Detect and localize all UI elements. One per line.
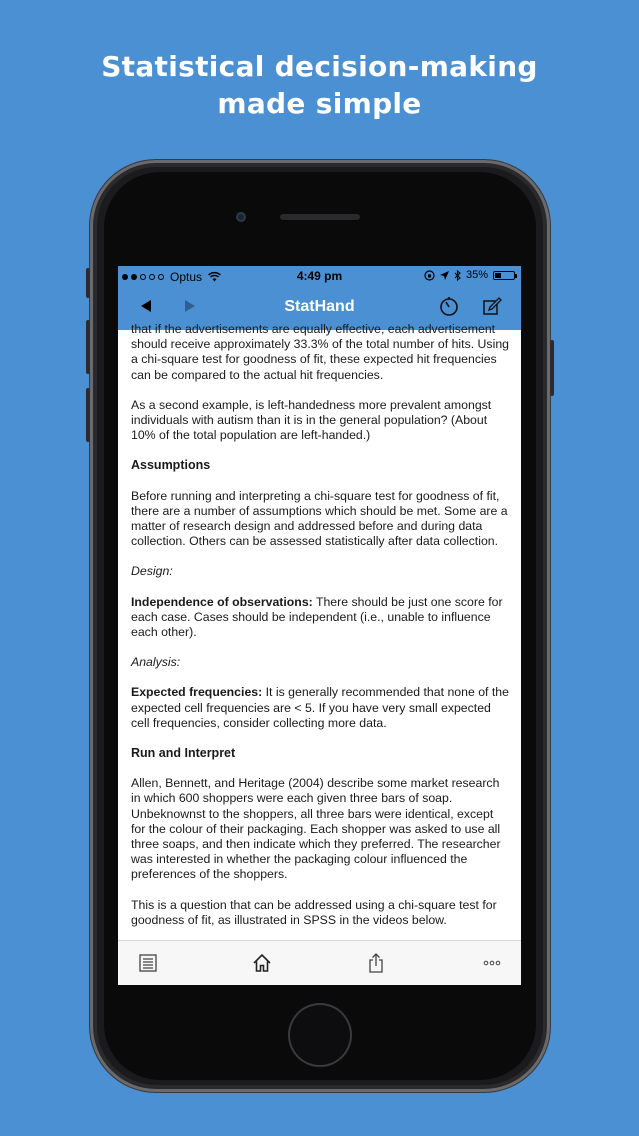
camera-icon — [236, 212, 246, 222]
heading-run-interpret: Run and Interpret — [131, 746, 236, 761]
paragraph-final: This is a question that can be addressed using a chi-square test for goodness of fit, as illustrated in SPSS in the videos below. — [131, 897, 497, 927]
headline-line-1: Statistical decision-making — [101, 50, 538, 83]
nav-title: StatHand — [284, 298, 355, 315]
home-icon[interactable] — [252, 953, 272, 973]
speaker-grille — [280, 214, 360, 220]
edit-icon[interactable] — [482, 297, 502, 317]
expected-text: It is generally recommended that none of the expected cell frequencies are < 5. If you have very small expected cell frequencies, consider collecting more data. — [131, 685, 509, 730]
heading-assumptions: Assumptions — [131, 458, 211, 473]
paragraph-top: that if the advertisements are equally effective, each advertisement should receive approximately 33.3% of the total number of hits. Using a chi-square test for goodness of fit, these expected hit frequencies can be compared to the actual hit frequencies. — [131, 322, 509, 382]
design-label: Design: — [131, 564, 173, 579]
app-screen — [118, 266, 521, 984]
location-icon — [440, 271, 449, 280]
independence-text: There should be just one score for each case. Cases should be independent (i.e., unable to influence each other). — [131, 594, 503, 640]
paragraph-independence — [131, 595, 511, 641]
mute-switch — [86, 268, 90, 298]
headline-line-2: made simple — [217, 87, 422, 120]
paragraph-assumptions: Before running and interpreting a chi-square test for goodness of fit, there are a number of assumptions which should be met. Some are a matter of research design and addressed before and during data collection. Others can be assessed statistically after data collection. — [131, 488, 508, 549]
paragraph-expected — [131, 685, 511, 731]
paragraph-example: As a second example, is left-handedness more prevalent amongst individuals with autism than it is in the general population? (About 10% of the total population are left-handed.) — [131, 397, 492, 443]
status-time: 4:49 pm — [296, 269, 343, 283]
volume-up-button — [86, 320, 90, 374]
power-button — [550, 340, 554, 396]
timer-icon[interactable] — [438, 296, 460, 318]
orientation-lock-icon — [424, 270, 435, 281]
volume-down-button — [86, 388, 90, 442]
battery-tip — [515, 274, 517, 278]
expected-label: Expected frequencies: — [131, 685, 263, 700]
paragraph-run: Allen, Bennett, and Heritage (2004) describe some market research in which 600 shoppers were each given three bars of soap. Unbeknownst to the shoppers, all three bars were identical, except for the colour of their packaging. Each shopper was asked to use all three soaps, and then indicate which they preferred. The researcher was interested in whether the packaging colour influenced the preferences of the shoppers. — [131, 776, 501, 882]
analysis-label: Analysis: — [131, 655, 181, 670]
headline — [0, 48, 639, 122]
status-right — [424, 269, 515, 281]
battery-percent: 35% — [465, 269, 488, 281]
battery-icon — [493, 271, 515, 280]
bottom-toolbar — [118, 940, 521, 985]
battery-level — [495, 273, 501, 278]
status-bar — [118, 266, 521, 286]
share-icon[interactable] — [366, 953, 386, 973]
more-icon[interactable] — [482, 953, 502, 973]
article-content — [118, 322, 521, 940]
independence-label: Independence of observations: — [131, 594, 313, 609]
home-button[interactable] — [288, 1003, 352, 1067]
list-icon[interactable] — [138, 953, 158, 973]
bluetooth-icon — [454, 270, 461, 281]
carrier-name: Optus — [170, 270, 203, 284]
